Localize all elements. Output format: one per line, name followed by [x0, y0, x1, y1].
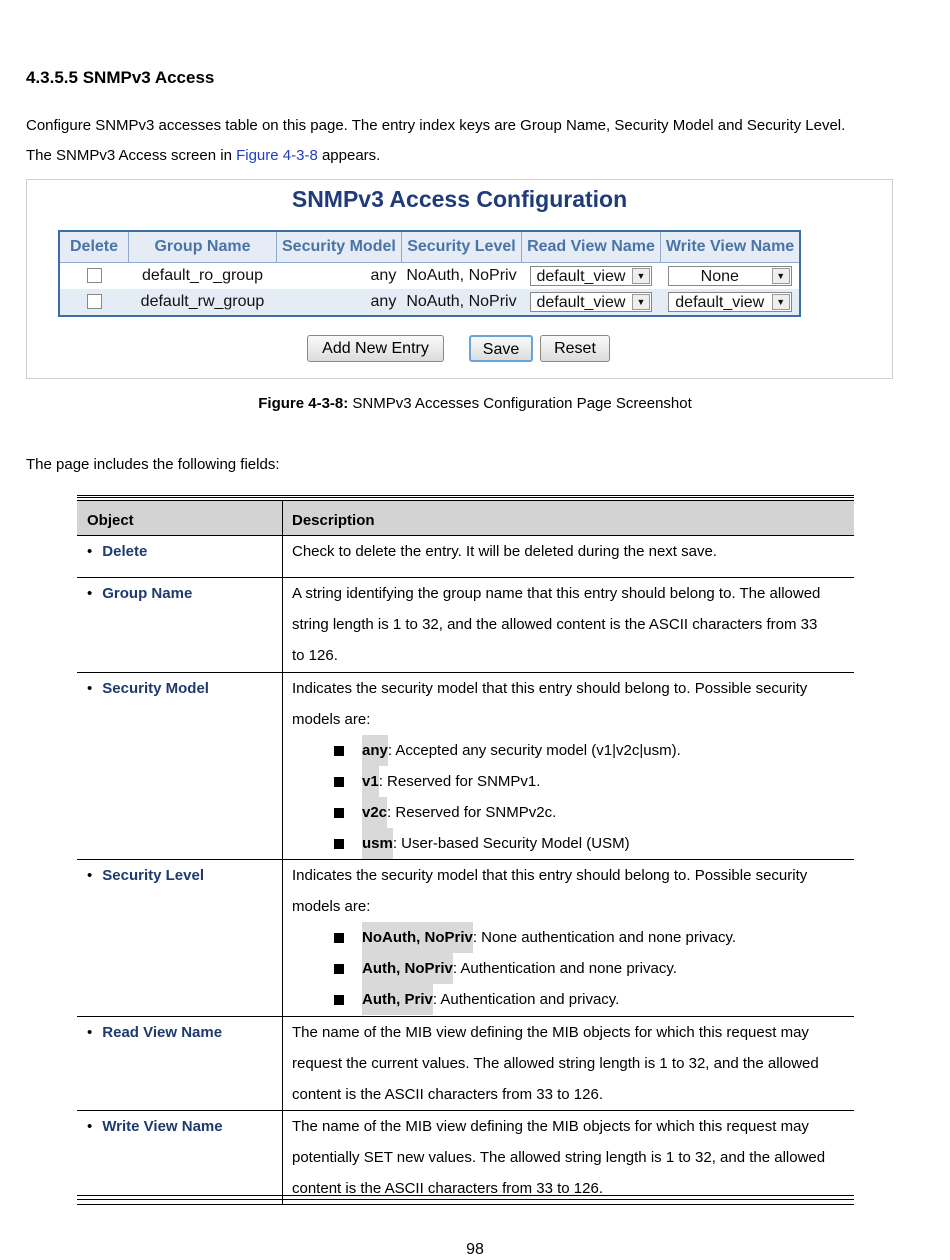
description-line: models are:	[292, 898, 371, 915]
field-object	[77, 673, 283, 859]
bullet-icon: •	[87, 680, 93, 697]
col-group-name: Group Name	[129, 231, 277, 263]
description-line: content is the ASCII characters from 33 to 126.	[292, 1180, 603, 1197]
option-item	[334, 828, 848, 859]
col-delete: Delete	[59, 231, 129, 263]
security-level-cell: NoAuth, NoPriv	[401, 289, 521, 316]
write-view-value: default_view	[675, 294, 765, 311]
option-key: v2c	[362, 797, 387, 828]
option-item	[334, 922, 848, 953]
save-button[interactable]: Save	[469, 335, 533, 362]
read-view-select[interactable]	[530, 266, 652, 286]
delete-checkbox[interactable]	[87, 294, 102, 309]
option-item	[334, 766, 848, 797]
description-line: to 126.	[292, 647, 338, 664]
field-object-name: Write View Name	[102, 1118, 223, 1135]
description-line: The name of the MIB view defining the MIB objects for which this request may	[292, 1118, 809, 1135]
field-object-name: Security Level	[102, 867, 204, 884]
field-object	[77, 860, 283, 1016]
description-line: Indicates the security model that this entry should belong to. Possible security	[292, 680, 808, 697]
option-item	[334, 735, 848, 766]
delete-checkbox[interactable]	[87, 268, 102, 283]
write-view-select[interactable]	[668, 266, 792, 286]
intro-reference-pre: The SNMPv3 Access screen in	[26, 147, 237, 164]
field-object	[77, 1017, 283, 1110]
option-item	[334, 797, 848, 828]
option-key: Auth, Priv	[362, 984, 433, 1015]
field-description	[283, 1111, 854, 1204]
table-row	[59, 263, 800, 290]
field-object	[77, 536, 283, 577]
option-item	[334, 953, 848, 984]
bullet-icon: •	[87, 585, 93, 602]
security-model-cell: any	[277, 289, 402, 316]
reset-button[interactable]: Reset	[540, 335, 610, 362]
intro-reference-post: appears.	[317, 147, 381, 164]
option-text: : Authentication and privacy.	[432, 991, 620, 1008]
col-security-level: Security Level	[401, 231, 521, 263]
description-line: string length is 1 to 32, and the allowed content is the ASCII characters from 33	[292, 616, 818, 633]
intro-reference	[26, 147, 380, 164]
caption-text: SNMPv3 Accesses Configuration Page Screenshot	[348, 395, 692, 412]
table-row	[77, 1111, 854, 1205]
fields-intro: The page includes the following fields:	[26, 456, 280, 473]
description-line: potentially SET new values. The allowed string length is 1 to 32, and the allowed	[292, 1149, 826, 1166]
square-bullet-icon	[334, 777, 344, 787]
page-number: 98	[466, 1241, 484, 1258]
option-text: : Accepted any security model (v1|v2c|usm).	[387, 742, 681, 759]
figure-link[interactable]: Figure 4-3-8	[236, 147, 318, 164]
table-row	[77, 673, 854, 860]
description-line: request the current values. The allowed string length is 1 to 32, and the allowed	[292, 1055, 819, 1072]
fields-table-header	[77, 501, 854, 536]
chevron-down-icon: ▼	[632, 294, 650, 310]
option-text: : Reserved for SNMPv1.	[378, 773, 541, 790]
screenshot-panel	[26, 179, 893, 379]
option-key: usm	[362, 828, 393, 859]
group-name-cell: default_ro_group	[142, 267, 263, 284]
col-read-view: Read View Name	[522, 231, 661, 263]
field-description	[283, 860, 854, 1016]
option-key: any	[362, 735, 388, 766]
field-description	[283, 1017, 854, 1110]
description-line: A string identifying the group name that this entry should belong to. The allowed	[292, 585, 821, 602]
figure-caption	[0, 395, 950, 412]
read-view-value: default_view	[536, 268, 626, 285]
col-write-view: Write View Name	[660, 231, 800, 263]
square-bullet-icon	[334, 995, 344, 1005]
option-text: : Authentication and none privacy.	[452, 960, 677, 977]
option-item	[334, 984, 848, 1015]
add-new-entry-button[interactable]: Add New Entry	[307, 335, 444, 362]
option-text: : Reserved for SNMPv2c.	[387, 804, 557, 821]
caption-label: Figure 4-3-8:	[258, 395, 349, 412]
bullet-icon: •	[87, 1024, 93, 1041]
read-view-value: default_view	[536, 294, 626, 311]
description-line: Check to delete the entry. It will be deleted during the next save.	[292, 543, 717, 560]
field-description	[283, 673, 854, 859]
intro-paragraph: Configure SNMPv3 accesses table on this page. The entry index keys are Group Name, Security Model and Security Level.	[26, 117, 846, 134]
field-object-name: Read View Name	[102, 1024, 223, 1041]
group-name-cell: default_rw_group	[129, 289, 277, 316]
description-line: The name of the MIB view defining the MIB objects for which this request may	[292, 1024, 809, 1041]
bullet-icon: •	[87, 867, 93, 884]
square-bullet-icon	[334, 746, 344, 756]
col-security-model: Security Model	[277, 231, 402, 263]
field-object-name: Security Model	[102, 680, 209, 697]
option-text: : None authentication and none privacy.	[472, 929, 737, 946]
header-object: Object	[77, 501, 283, 535]
square-bullet-icon	[334, 839, 344, 849]
option-text: : User-based Security Model (USM)	[392, 835, 630, 852]
option-key: NoAuth, NoPriv	[362, 922, 473, 953]
security-model-cell: any	[370, 267, 397, 284]
square-bullet-icon	[334, 964, 344, 974]
fields-table	[77, 495, 854, 1205]
table-row	[77, 536, 854, 578]
option-key: v1	[362, 766, 379, 797]
option-key: Auth, NoPriv	[362, 953, 453, 984]
bullet-icon: •	[87, 543, 93, 560]
field-object-name: Delete	[102, 543, 148, 560]
snmpv3-config-title: SNMPv3 Access Configuration	[291, 186, 628, 212]
field-object	[77, 578, 283, 672]
chevron-down-icon: ▼	[772, 268, 790, 284]
snmpv3-access-table	[58, 230, 801, 317]
bullet-icon: •	[87, 1118, 93, 1135]
description-line: content is the ASCII characters from 33 to 126.	[292, 1086, 603, 1103]
table-row	[77, 578, 854, 673]
write-view-select[interactable]	[668, 292, 792, 312]
table-row	[77, 1017, 854, 1111]
table-bottom-rule	[77, 1195, 854, 1200]
description-line: models are:	[292, 711, 371, 728]
table-row	[77, 860, 854, 1017]
square-bullet-icon	[334, 808, 344, 818]
security-level-cell: NoAuth, NoPriv	[406, 267, 517, 284]
field-description	[283, 578, 854, 672]
field-description	[283, 536, 854, 577]
field-object-name: Group Name	[102, 585, 193, 602]
description-line: Indicates the security model that this entry should belong to. Possible security	[292, 867, 808, 884]
table-row	[59, 289, 800, 316]
chevron-down-icon: ▼	[772, 294, 790, 310]
field-object	[77, 1111, 283, 1204]
write-view-value: None	[700, 268, 739, 285]
square-bullet-icon	[334, 933, 344, 943]
section-title: 4.3.5.5 SNMPv3 Access	[26, 68, 215, 87]
header-description: Description	[292, 512, 375, 529]
table-header-row	[59, 231, 800, 263]
chevron-down-icon: ▼	[632, 268, 650, 284]
read-view-select[interactable]	[530, 292, 652, 312]
